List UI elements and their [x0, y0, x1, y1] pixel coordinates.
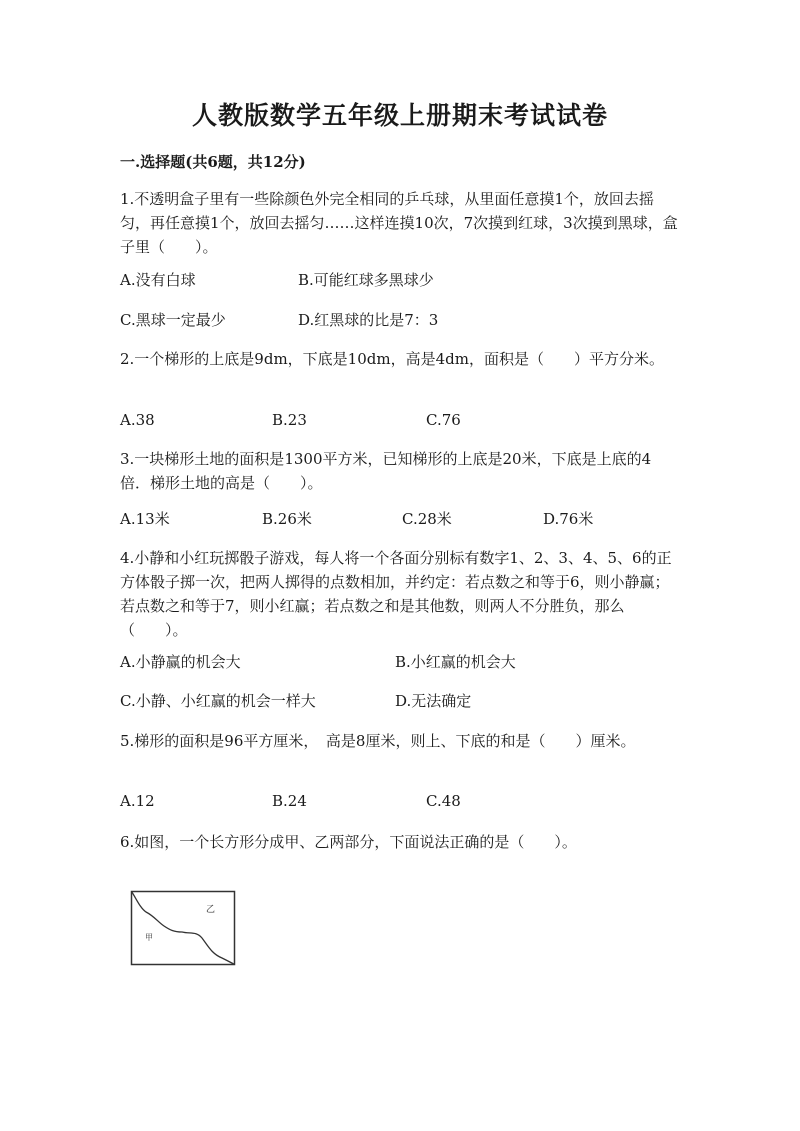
q5-option-c[interactable]: C.48 — [426, 792, 461, 810]
figure-label-jia: 甲 — [145, 933, 153, 942]
q3-option-d[interactable]: D.76米 — [543, 510, 594, 528]
figure-divider-curve — [132, 892, 235, 965]
q1-option-c[interactable]: C.黑球一定最少 — [120, 311, 226, 329]
q4-option-c[interactable]: C.小静、小红赢的机会一样大 — [120, 692, 316, 710]
figure-rectangle — [132, 892, 235, 965]
q3-option-b[interactable]: B.26米 — [262, 510, 312, 528]
q3-option-c[interactable]: C.28米 — [402, 510, 452, 528]
q3-option-a[interactable]: A.13米 — [120, 510, 170, 528]
q1-option-a[interactable]: A.没有白球 — [120, 271, 196, 289]
question-6: 6.如图，一个长方形分成甲、乙两部分，下面说法正确的是（ ）。 — [120, 833, 577, 851]
question-1: 1.不透明盒子里有一些除颜色外完全相同的乒乓球，从里面任意摸1个，放回去摇匀，再任意摸1个，放回去摇匀……这样连摸10次，7次摸到红球，3次摸到黑球，盒子里（ ）。 — [120, 190, 678, 256]
q2-option-a[interactable]: A.38 — [120, 411, 155, 429]
q1-option-b[interactable]: B.可能红球多黑球少 — [298, 271, 434, 289]
q2-option-b[interactable]: B.23 — [272, 411, 307, 429]
q4-option-a[interactable]: A.小静赢的机会大 — [120, 653, 241, 671]
page-title: 人教版数学五年级上册期末考试试卷 — [191, 101, 608, 130]
q5-option-b[interactable]: B.24 — [272, 792, 307, 810]
question-5: 5.梯形的面积是96平方厘米， 高是8厘米，则上、下底的和是（ ）厘米。 — [120, 732, 636, 750]
section-heading: 一.选择题(共6题，共12分) — [120, 153, 306, 171]
q5-option-a[interactable]: A.12 — [120, 792, 155, 810]
question-4: 4.小静和小红玩掷骰子游戏，每人将一个各面分别标有数字1、2、3、4、5、6的正方体骰子掷一次，把两人掷得的点数相加，并约定：若点数之和等于6，则小静赢；若点数之和等于7，则小红赢；若点数之和是其他数，则两人不分胜负，那么（ ）。 — [120, 549, 672, 639]
question-3: 3.一块梯形土地的面积是1300平方米，已知梯形的上底是20米，下底是上底的4倍．梯形土地的高是（ ）。 — [120, 450, 652, 492]
q4-option-b[interactable]: B.小红赢的机会大 — [395, 653, 516, 671]
q2-option-c[interactable]: C.76 — [426, 411, 461, 429]
figure-label-yi: 乙 — [206, 905, 216, 915]
question-2: 2.一个梯形的上底是9dm，下底是10dm，高是4dm，面积是（ ）平方分米。 — [120, 350, 664, 368]
rectangle-figure — [130, 890, 236, 966]
q4-option-d[interactable]: D.无法确定 — [395, 692, 472, 710]
q1-option-d[interactable]: D.红黑球的比是7：3 — [298, 311, 439, 329]
